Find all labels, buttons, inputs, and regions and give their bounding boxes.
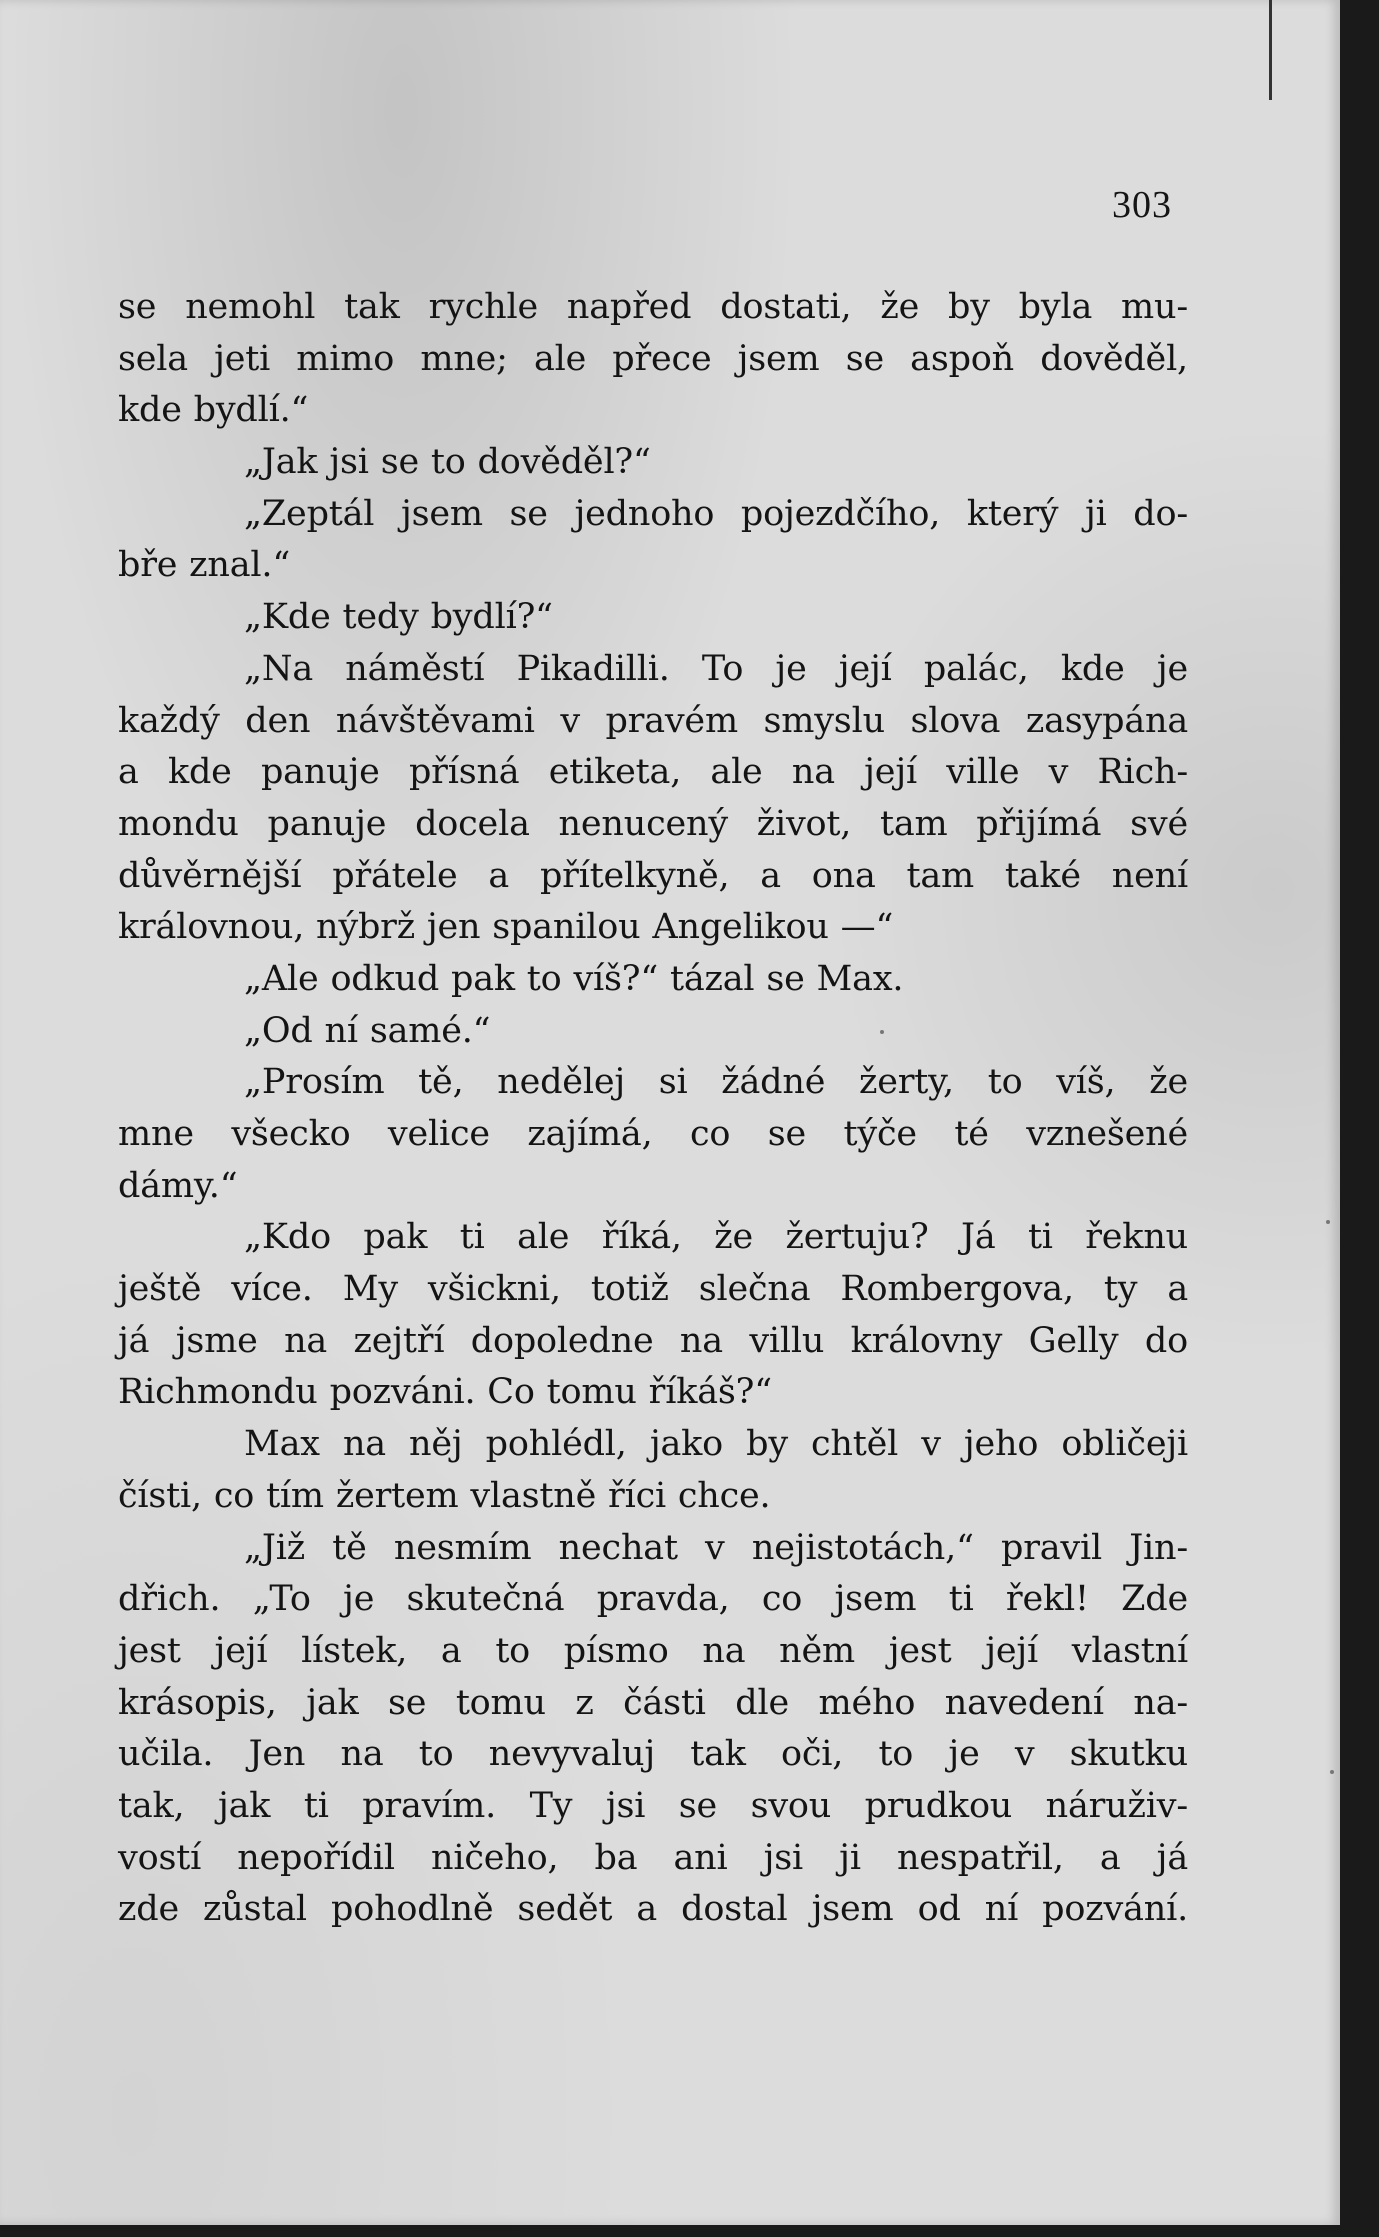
text-line: učila. Jen na to nevyvaluj tak oči, to je v skutku <box>118 1734 1188 1775</box>
text-line: dřich. „To je skutečná pravda, co jsem ti řekl! Zde <box>118 1579 1188 1620</box>
text-line: tak, jak ti pravím. Ty jsi se svou prudkou náruživ- <box>118 1785 1188 1826</box>
text-line: „Na náměstí Pikadilli. To je její palác, kde je <box>244 648 1188 689</box>
text-line: důvěrnější přátele a přítelkyně, a ona tam také není <box>118 855 1188 896</box>
text-line: já jsme na zejtří dopoledne na villu královny Gelly do <box>118 1320 1188 1361</box>
text-line: „Jak jsi se to dověděl?“ <box>244 442 651 483</box>
text-line: a kde panuje přísná etiketa, ale na její ville v Rich- <box>118 752 1188 793</box>
text-line: zde zůstal pohodlně sedět a dostal jsem od ní pozvání. <box>118 1889 1188 1930</box>
text-line: sela jeti mimo mne; ale přece jsem se aspoň dověděl, <box>118 338 1188 379</box>
text-line: ještě více. My všickni, totiž slečna Rombergova, ty a <box>118 1269 1188 1310</box>
text-line: královnou, nýbrž jen spanilou Angelikou —“ <box>118 907 894 948</box>
page-edge-mark <box>1269 0 1272 100</box>
text-line: „Ale odkud pak to víš?“ tázal se Max. <box>244 958 904 999</box>
text-line: dámy.“ <box>118 1165 238 1206</box>
text-line: Richmondu pozváni. Co tomu říkáš?“ <box>118 1372 772 1413</box>
text-line: vostí nepořídil ničeho, ba ani jsi ji nespatřil, a já <box>118 1837 1188 1878</box>
text-line: „Kde tedy bydlí?“ <box>244 597 553 638</box>
text-line: „Prosím tě, nedělej si žádné žerty, to víš, že <box>244 1062 1188 1103</box>
body-text <box>118 282 1188 1936</box>
text-line: „Zeptál jsem se jednoho pojezdčího, který ji do- <box>244 493 1188 534</box>
speck-mark <box>1326 1220 1330 1224</box>
text-line: mondu panuje docela nenucený život, tam přijímá své <box>118 803 1188 844</box>
text-line: se nemohl tak rychle napřed dostati, že by byla mu- <box>118 287 1188 327</box>
text-line: Max na něj pohlédl, jako by chtěl v jeho obličeji <box>244 1424 1188 1465</box>
text-line: mne všecko velice zajímá, co se týče té vznešené <box>118 1114 1188 1154</box>
text-line: krásopis, jak se tomu z části dle mého navedení na- <box>118 1682 1188 1723</box>
text-line: jest její lístek, a to písmo na něm jest její vlastní <box>118 1630 1188 1671</box>
text-line: „Již tě nesmím nechat v nejistotách,“ pravil Jin- <box>244 1527 1188 1568</box>
text-line: „Od ní samé.“ <box>244 1010 491 1051</box>
page-number: 303 <box>1112 184 1172 226</box>
speck-mark <box>1330 1770 1334 1774</box>
text-line: každý den návštěvami v pravém smyslu slova zasypána <box>118 700 1188 741</box>
text-line: „Kdo pak ti ale říká, že žertuju? Já ti řeknu <box>244 1217 1188 1258</box>
text-line: bře znal.“ <box>118 545 291 586</box>
text-line: čísti, co tím žertem vlastně říci chce. <box>118 1475 771 1516</box>
text-line: kde bydlí.“ <box>118 390 309 431</box>
